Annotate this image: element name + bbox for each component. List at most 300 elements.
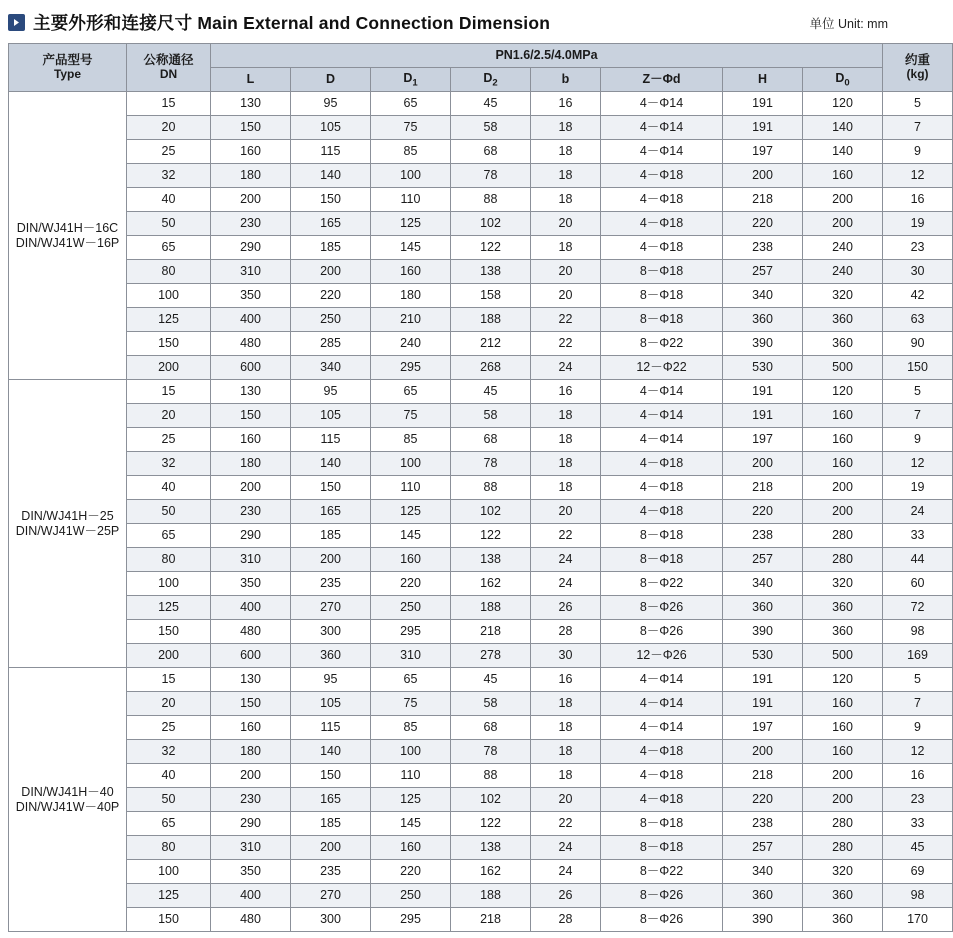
dimension-table bbox=[8, 43, 953, 932]
cell-d: 185 bbox=[291, 524, 371, 548]
cell-h: 530 bbox=[723, 356, 803, 380]
cell-d0: 240 bbox=[803, 236, 883, 260]
product-type-line: DIN/WJ41W－25P bbox=[15, 523, 120, 538]
cell-b: 18 bbox=[531, 140, 601, 164]
cell-b: 26 bbox=[531, 596, 601, 620]
cell-h: 220 bbox=[723, 212, 803, 236]
cell-d0: 200 bbox=[803, 500, 883, 524]
cell-d1: 65 bbox=[371, 668, 451, 692]
cell-d2: 102 bbox=[451, 788, 531, 812]
cell-d2: 138 bbox=[451, 836, 531, 860]
cell-l: 200 bbox=[211, 188, 291, 212]
cell-d1: 110 bbox=[371, 476, 451, 500]
cell-d1: 75 bbox=[371, 116, 451, 140]
cell-zd: 4－Φ14 bbox=[601, 140, 723, 164]
cell-zd: 4－Φ14 bbox=[601, 92, 723, 116]
cell-d: 105 bbox=[291, 692, 371, 716]
cell-b: 24 bbox=[531, 572, 601, 596]
cell-h: 200 bbox=[723, 164, 803, 188]
cell-l: 400 bbox=[211, 596, 291, 620]
cell-d1: 145 bbox=[371, 812, 451, 836]
cell-b: 22 bbox=[531, 308, 601, 332]
cell-h: 191 bbox=[723, 404, 803, 428]
cell-weight: 60 bbox=[883, 572, 953, 596]
cell-h: 238 bbox=[723, 524, 803, 548]
cell-d: 165 bbox=[291, 212, 371, 236]
cell-d: 200 bbox=[291, 836, 371, 860]
cell-d: 150 bbox=[291, 188, 371, 212]
cell-h: 200 bbox=[723, 452, 803, 476]
cell-b: 28 bbox=[531, 620, 601, 644]
cell-weight: 98 bbox=[883, 620, 953, 644]
cell-b: 18 bbox=[531, 188, 601, 212]
table-row bbox=[9, 380, 953, 404]
cell-b: 20 bbox=[531, 500, 601, 524]
cell-l: 230 bbox=[211, 212, 291, 236]
table-row bbox=[9, 716, 953, 740]
cell-d: 300 bbox=[291, 620, 371, 644]
cell-d2: 268 bbox=[451, 356, 531, 380]
table-row bbox=[9, 92, 953, 116]
cell-l: 180 bbox=[211, 740, 291, 764]
cell-h: 191 bbox=[723, 380, 803, 404]
cell-h: 340 bbox=[723, 572, 803, 596]
cell-h: 197 bbox=[723, 428, 803, 452]
cell-d: 200 bbox=[291, 260, 371, 284]
cell-d2: 102 bbox=[451, 500, 531, 524]
table-row bbox=[9, 788, 953, 812]
cell-d: 235 bbox=[291, 860, 371, 884]
table-row bbox=[9, 476, 953, 500]
cell-zd: 12－Φ26 bbox=[601, 644, 723, 668]
cell-d2: 58 bbox=[451, 116, 531, 140]
cell-d: 250 bbox=[291, 308, 371, 332]
column-header-L: L bbox=[211, 68, 291, 92]
cell-h: 218 bbox=[723, 476, 803, 500]
cell-zd: 4－Φ14 bbox=[601, 428, 723, 452]
cell-dn: 100 bbox=[127, 284, 211, 308]
cell-l: 200 bbox=[211, 764, 291, 788]
cell-d: 165 bbox=[291, 788, 371, 812]
cell-zd: 8－Φ18 bbox=[601, 284, 723, 308]
cell-zd: 4－Φ18 bbox=[601, 764, 723, 788]
cell-b: 26 bbox=[531, 884, 601, 908]
cell-dn: 40 bbox=[127, 188, 211, 212]
cell-d0: 320 bbox=[803, 572, 883, 596]
cell-d2: 58 bbox=[451, 692, 531, 716]
cell-weight: 12 bbox=[883, 164, 953, 188]
cell-d1: 220 bbox=[371, 860, 451, 884]
cell-zd: 4－Φ18 bbox=[601, 188, 723, 212]
cell-dn: 200 bbox=[127, 356, 211, 380]
cell-weight: 12 bbox=[883, 740, 953, 764]
cell-d2: 158 bbox=[451, 284, 531, 308]
cell-d2: 122 bbox=[451, 236, 531, 260]
cell-h: 191 bbox=[723, 116, 803, 140]
cell-zd: 8－Φ26 bbox=[601, 620, 723, 644]
cell-zd: 8－Φ26 bbox=[601, 908, 723, 932]
cell-d: 150 bbox=[291, 476, 371, 500]
cell-dn: 80 bbox=[127, 836, 211, 860]
column-header-type-cn: 产品型号 bbox=[42, 53, 93, 68]
table-row bbox=[9, 356, 953, 380]
cell-weight: 19 bbox=[883, 476, 953, 500]
cell-weight: 23 bbox=[883, 788, 953, 812]
column-header-b: b bbox=[531, 68, 601, 92]
column-header-dn-cn: 公称通径 bbox=[143, 53, 194, 68]
cell-d1: 250 bbox=[371, 884, 451, 908]
cell-d: 360 bbox=[291, 644, 371, 668]
cell-b: 28 bbox=[531, 908, 601, 932]
cell-d2: 68 bbox=[451, 428, 531, 452]
cell-dn: 100 bbox=[127, 572, 211, 596]
cell-d0: 120 bbox=[803, 92, 883, 116]
cell-l: 480 bbox=[211, 908, 291, 932]
cell-d2: 78 bbox=[451, 740, 531, 764]
product-type-cell bbox=[9, 668, 127, 932]
cell-h: 191 bbox=[723, 92, 803, 116]
cell-h: 197 bbox=[723, 716, 803, 740]
cell-h: 191 bbox=[723, 668, 803, 692]
cell-l: 230 bbox=[211, 788, 291, 812]
cell-weight: 170 bbox=[883, 908, 953, 932]
table-row bbox=[9, 116, 953, 140]
cell-h: 257 bbox=[723, 836, 803, 860]
cell-b: 16 bbox=[531, 380, 601, 404]
cell-d: 95 bbox=[291, 380, 371, 404]
product-type-line: DIN/WJ41H－25 bbox=[21, 509, 114, 524]
cell-d: 140 bbox=[291, 452, 371, 476]
cell-zd: 8－Φ18 bbox=[601, 836, 723, 860]
cell-weight: 16 bbox=[883, 188, 953, 212]
cell-d2: 122 bbox=[451, 524, 531, 548]
cell-l: 130 bbox=[211, 668, 291, 692]
cell-d1: 125 bbox=[371, 500, 451, 524]
cell-d1: 85 bbox=[371, 716, 451, 740]
cell-b: 20 bbox=[531, 212, 601, 236]
cell-d2: 138 bbox=[451, 260, 531, 284]
cell-weight: 150 bbox=[883, 356, 953, 380]
cell-weight: 44 bbox=[883, 548, 953, 572]
cell-weight: 72 bbox=[883, 596, 953, 620]
cell-dn: 15 bbox=[127, 380, 211, 404]
cell-d1: 125 bbox=[371, 212, 451, 236]
cell-d1: 295 bbox=[371, 356, 451, 380]
cell-zd: 8－Φ18 bbox=[601, 260, 723, 284]
cell-d2: 162 bbox=[451, 572, 531, 596]
table-row bbox=[9, 332, 953, 356]
cell-weight: 24 bbox=[883, 500, 953, 524]
table-row bbox=[9, 836, 953, 860]
cell-d0: 360 bbox=[803, 620, 883, 644]
cell-d: 115 bbox=[291, 428, 371, 452]
cell-weight: 45 bbox=[883, 836, 953, 860]
table-row bbox=[9, 860, 953, 884]
cell-d: 185 bbox=[291, 236, 371, 260]
cell-zd: 4－Φ18 bbox=[601, 788, 723, 812]
cell-h: 191 bbox=[723, 692, 803, 716]
cell-d1: 65 bbox=[371, 380, 451, 404]
cell-d: 105 bbox=[291, 404, 371, 428]
cell-dn: 15 bbox=[127, 92, 211, 116]
cell-l: 130 bbox=[211, 92, 291, 116]
cell-l: 350 bbox=[211, 860, 291, 884]
cell-weight: 33 bbox=[883, 812, 953, 836]
cell-d: 115 bbox=[291, 716, 371, 740]
cell-d2: 102 bbox=[451, 212, 531, 236]
cell-h: 340 bbox=[723, 284, 803, 308]
cell-d2: 212 bbox=[451, 332, 531, 356]
column-header-weight-cn: 约重 bbox=[905, 53, 931, 68]
cell-d0: 200 bbox=[803, 764, 883, 788]
cell-l: 160 bbox=[211, 428, 291, 452]
cell-b: 18 bbox=[531, 404, 601, 428]
cell-weight: 9 bbox=[883, 140, 953, 164]
cell-h: 360 bbox=[723, 884, 803, 908]
cell-dn: 50 bbox=[127, 788, 211, 812]
column-header-D0: $D_0$ bbox=[803, 68, 883, 92]
cell-d0: 280 bbox=[803, 836, 883, 860]
cell-l: 400 bbox=[211, 884, 291, 908]
cell-zd: 4－Φ14 bbox=[601, 404, 723, 428]
cell-d0: 280 bbox=[803, 548, 883, 572]
cell-d0: 160 bbox=[803, 428, 883, 452]
cell-d0: 140 bbox=[803, 140, 883, 164]
cell-l: 230 bbox=[211, 500, 291, 524]
column-header-D2: $D_2$ bbox=[451, 68, 531, 92]
cell-d2: 122 bbox=[451, 812, 531, 836]
cell-dn: 80 bbox=[127, 260, 211, 284]
cell-d1: 125 bbox=[371, 788, 451, 812]
cell-d1: 310 bbox=[371, 644, 451, 668]
cell-zd: 4－Φ14 bbox=[601, 116, 723, 140]
cell-zd: 4－Φ18 bbox=[601, 740, 723, 764]
cell-h: 200 bbox=[723, 740, 803, 764]
cell-b: 18 bbox=[531, 236, 601, 260]
cell-d1: 100 bbox=[371, 740, 451, 764]
cell-d2: 218 bbox=[451, 908, 531, 932]
cell-l: 150 bbox=[211, 116, 291, 140]
cell-zd: 4－Φ14 bbox=[601, 716, 723, 740]
cell-weight: 5 bbox=[883, 380, 953, 404]
cell-weight: 9 bbox=[883, 716, 953, 740]
cell-b: 24 bbox=[531, 860, 601, 884]
cell-b: 18 bbox=[531, 692, 601, 716]
cell-b: 22 bbox=[531, 812, 601, 836]
table-row bbox=[9, 500, 953, 524]
cell-b: 24 bbox=[531, 836, 601, 860]
cell-l: 480 bbox=[211, 620, 291, 644]
table-row bbox=[9, 548, 953, 572]
column-header-pn-group: PN1.6/2.5/4.0MPa bbox=[211, 44, 883, 68]
cell-dn: 40 bbox=[127, 476, 211, 500]
cell-weight: 90 bbox=[883, 332, 953, 356]
table-row bbox=[9, 428, 953, 452]
product-type-line: DIN/WJ41H－16C bbox=[16, 221, 119, 236]
cell-weight: 5 bbox=[883, 668, 953, 692]
cell-d: 200 bbox=[291, 548, 371, 572]
cell-weight: 12 bbox=[883, 452, 953, 476]
column-header-weight bbox=[883, 44, 953, 92]
cell-l: 400 bbox=[211, 308, 291, 332]
cell-h: 238 bbox=[723, 812, 803, 836]
cell-weight: 5 bbox=[883, 92, 953, 116]
cell-d2: 188 bbox=[451, 308, 531, 332]
cell-l: 310 bbox=[211, 260, 291, 284]
cell-zd: 8－Φ22 bbox=[601, 860, 723, 884]
cell-b: 22 bbox=[531, 332, 601, 356]
cell-h: 390 bbox=[723, 908, 803, 932]
cell-dn: 32 bbox=[127, 740, 211, 764]
cell-zd: 4－Φ18 bbox=[601, 212, 723, 236]
cell-zd: 8－Φ26 bbox=[601, 596, 723, 620]
cell-zd: 8－Φ26 bbox=[601, 884, 723, 908]
cell-d2: 68 bbox=[451, 716, 531, 740]
table-row bbox=[9, 284, 953, 308]
cell-b: 20 bbox=[531, 284, 601, 308]
cell-dn: 65 bbox=[127, 524, 211, 548]
cell-d1: 160 bbox=[371, 548, 451, 572]
cell-d2: 45 bbox=[451, 380, 531, 404]
cell-h: 197 bbox=[723, 140, 803, 164]
chevron-right-icon bbox=[8, 14, 25, 31]
cell-zd: 12－Φ22 bbox=[601, 356, 723, 380]
cell-b: 18 bbox=[531, 452, 601, 476]
cell-l: 290 bbox=[211, 236, 291, 260]
cell-zd: 4－Φ18 bbox=[601, 164, 723, 188]
cell-d0: 200 bbox=[803, 212, 883, 236]
cell-zd: 8－Φ18 bbox=[601, 812, 723, 836]
cell-b: 16 bbox=[531, 92, 601, 116]
cell-l: 350 bbox=[211, 572, 291, 596]
cell-h: 218 bbox=[723, 764, 803, 788]
cell-zd: 4－Φ14 bbox=[601, 668, 723, 692]
cell-l: 290 bbox=[211, 812, 291, 836]
cell-l: 310 bbox=[211, 836, 291, 860]
cell-zd: 4－Φ18 bbox=[601, 500, 723, 524]
product-type-line: DIN/WJ41H－40 bbox=[21, 785, 114, 800]
cell-d0: 280 bbox=[803, 812, 883, 836]
cell-b: 20 bbox=[531, 788, 601, 812]
cell-l: 180 bbox=[211, 164, 291, 188]
cell-d0: 320 bbox=[803, 284, 883, 308]
table-row bbox=[9, 164, 953, 188]
cell-d: 270 bbox=[291, 884, 371, 908]
cell-dn: 65 bbox=[127, 236, 211, 260]
cell-dn: 25 bbox=[127, 140, 211, 164]
cell-d: 300 bbox=[291, 908, 371, 932]
cell-b: 18 bbox=[531, 740, 601, 764]
cell-dn: 200 bbox=[127, 644, 211, 668]
cell-dn: 20 bbox=[127, 116, 211, 140]
cell-b: 18 bbox=[531, 116, 601, 140]
cell-d: 340 bbox=[291, 356, 371, 380]
cell-h: 218 bbox=[723, 188, 803, 212]
cell-dn: 65 bbox=[127, 812, 211, 836]
product-type-cell bbox=[9, 92, 127, 380]
cell-weight: 30 bbox=[883, 260, 953, 284]
cell-dn: 125 bbox=[127, 884, 211, 908]
cell-d2: 138 bbox=[451, 548, 531, 572]
cell-zd: 8－Φ18 bbox=[601, 308, 723, 332]
cell-dn: 32 bbox=[127, 452, 211, 476]
table-head bbox=[9, 44, 953, 92]
cell-l: 600 bbox=[211, 356, 291, 380]
cell-d0: 160 bbox=[803, 740, 883, 764]
cell-h: 390 bbox=[723, 620, 803, 644]
cell-zd: 4－Φ18 bbox=[601, 476, 723, 500]
cell-weight: 19 bbox=[883, 212, 953, 236]
cell-d0: 360 bbox=[803, 308, 883, 332]
cell-d1: 85 bbox=[371, 428, 451, 452]
column-header-zd: Z－Φd bbox=[601, 68, 723, 92]
cell-l: 600 bbox=[211, 644, 291, 668]
table-row bbox=[9, 884, 953, 908]
cell-dn: 15 bbox=[127, 668, 211, 692]
cell-l: 160 bbox=[211, 140, 291, 164]
cell-d2: 162 bbox=[451, 860, 531, 884]
cell-l: 290 bbox=[211, 524, 291, 548]
cell-dn: 125 bbox=[127, 308, 211, 332]
cell-l: 350 bbox=[211, 284, 291, 308]
cell-d2: 188 bbox=[451, 596, 531, 620]
cell-d: 150 bbox=[291, 764, 371, 788]
cell-d1: 65 bbox=[371, 92, 451, 116]
cell-b: 16 bbox=[531, 668, 601, 692]
cell-dn: 25 bbox=[127, 716, 211, 740]
cell-weight: 7 bbox=[883, 692, 953, 716]
cell-zd: 4－Φ18 bbox=[601, 236, 723, 260]
cell-weight: 169 bbox=[883, 644, 953, 668]
cell-d1: 100 bbox=[371, 164, 451, 188]
cell-b: 18 bbox=[531, 764, 601, 788]
cell-d1: 210 bbox=[371, 308, 451, 332]
cell-dn: 50 bbox=[127, 212, 211, 236]
cell-d2: 58 bbox=[451, 404, 531, 428]
cell-d: 220 bbox=[291, 284, 371, 308]
cell-h: 220 bbox=[723, 788, 803, 812]
cell-dn: 150 bbox=[127, 620, 211, 644]
cell-d1: 240 bbox=[371, 332, 451, 356]
cell-b: 18 bbox=[531, 476, 601, 500]
cell-d: 235 bbox=[291, 572, 371, 596]
cell-d1: 295 bbox=[371, 620, 451, 644]
cell-b: 24 bbox=[531, 548, 601, 572]
unit-note: 单位 Unit: mm bbox=[809, 16, 888, 31]
cell-l: 310 bbox=[211, 548, 291, 572]
cell-d1: 100 bbox=[371, 452, 451, 476]
cell-d0: 160 bbox=[803, 404, 883, 428]
table-row bbox=[9, 452, 953, 476]
cell-dn: 150 bbox=[127, 908, 211, 932]
cell-d1: 220 bbox=[371, 572, 451, 596]
cell-d0: 160 bbox=[803, 164, 883, 188]
cell-d2: 45 bbox=[451, 668, 531, 692]
column-header-dn-en: DN bbox=[159, 66, 178, 81]
cell-d0: 320 bbox=[803, 860, 883, 884]
column-header-H: H bbox=[723, 68, 803, 92]
cell-dn: 25 bbox=[127, 428, 211, 452]
page-header bbox=[0, 0, 900, 43]
cell-h: 220 bbox=[723, 500, 803, 524]
page-title: 主要外形和连接尺寸 Main External and Connection Dimension bbox=[33, 13, 551, 33]
cell-d0: 360 bbox=[803, 908, 883, 932]
cell-d: 140 bbox=[291, 740, 371, 764]
cell-weight: 98 bbox=[883, 884, 953, 908]
cell-weight: 9 bbox=[883, 428, 953, 452]
cell-d0: 200 bbox=[803, 188, 883, 212]
cell-d: 165 bbox=[291, 500, 371, 524]
